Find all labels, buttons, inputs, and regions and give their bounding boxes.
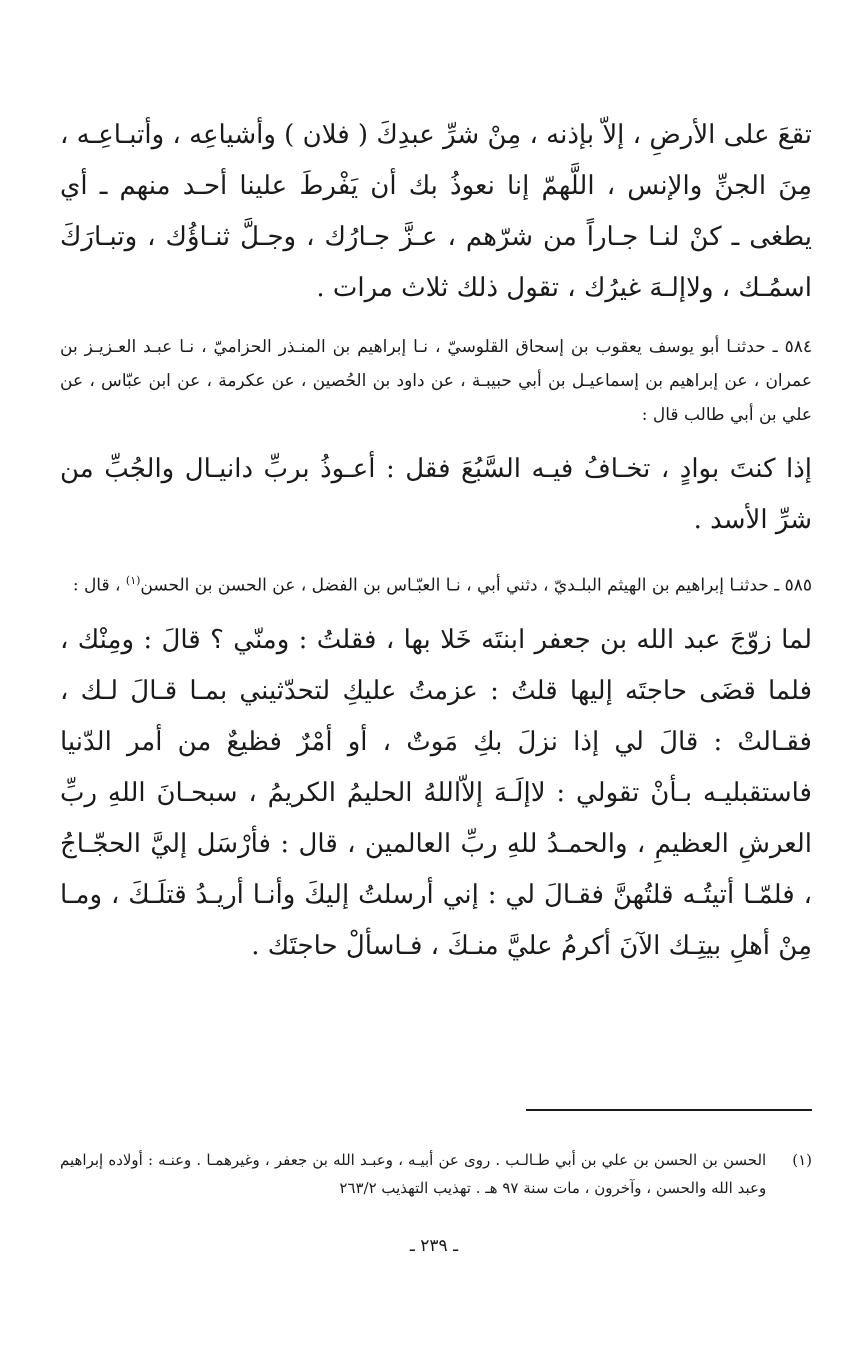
- page-number: ـ ٢٣٩ ـ: [409, 1236, 459, 1256]
- hadith-585-chain-start: ٥٨٥ ـ حدثنـا إبراهيم بن الهيثم البلـديّ ، دثني أبي ، نـا العبّـاس بن الفضل ، عن الحسن بن الحسن: [140, 575, 812, 596]
- hadith-584-text: إذا كنتَ بوادٍ ، تخـافُ فيـه السَّبُعَ فقل : أعـوذُ بربِّ دانيـال والجُبِّ من شرِّ الأسد .: [60, 454, 812, 535]
- footnote-divider: [526, 1109, 812, 1111]
- page-body: [60, 110, 812, 988]
- hadith-585-chain-end: ، قال :: [72, 575, 126, 596]
- footnote-marker: (١): [792, 1151, 812, 1169]
- hadith-585-chain: [60, 564, 812, 603]
- footnote-reference: (١): [125, 574, 141, 587]
- continued-paragraph: تقعَ على الأرضِ ، إلاّ بإذنه ، مِنْ شرِّ عبدِكَ ( فلان ) وأشياعِه ، وأتبـاعِـه ، مِنَ الجنِّ والإنس ، اللَّهمّ إنا نعوذُ بك أن يَفْرطَ علينا أحـد منهم ـ أي يطغى ـ كنْ لنـا جـاراً من شرّهم ، عـزَّ جـارُك ، وجـلَّ ثنـاؤُك ، وتبـارَكَ اسمُـك ، ولاإلـهَ غيرُك ، تقول ذلك ثلاث مرات .: [60, 120, 812, 303]
- hadith-584-chain: ٥٨٤ ـ حدثنـا أبو يوسف يعقوب بن إسحاق القلوسيّ ، نـا إبراهيم بن المنـذر الحزاميّ ، نـا عبـد العـزيـز بن عمران ، عن إبراهيم بن إسماعيـل بن أبي حبيبـة ، عن داود بن الحُصين ، عن عكرمة ، عن ابن عبّاس ، عن علي بن أبي طالب قال :: [60, 337, 812, 425]
- footnote-text: الحسن بن الحسن بن علي بن أبي طـالـب . روى عن أبيـه ، وعبـد الله بن جعفر ، وغيرهمـا . وعنـه : أولاده إبراهيم وعبد الله والحسن ، وآخرون ، مات سنة ٩٧ هـ . تهذيب التهذيب ٢٦٣/٢: [60, 1151, 767, 1197]
- footnote: [60, 1146, 812, 1202]
- hadith-585-text: لما زوّجَ عبد الله بن جعفر ابنتَه خَلا بها ، فقلتُ : ومنّي ؟ قالَ : ومِنْك ، فلما قضَى حاجتَه إليها قلتُ : عزمتُ عليكِ لتحدّثيني بمـا قـالَ لـك ، فقـالتْ : قالَ لي إذا نزلَ بكِ مَوتٌ ، أو أمْرٌ فظيعٌ من أمر الدّنيا فاستقبليـه بـأنْ تقولي : لاإلَـهَ إلاّاللهُ الحليمُ الكريمُ ، سبحـانَ اللهِ ربِّ العرشِ العظيمِ ، والحمـدُ للهِ ربِّ العالمين ، قال : فأرْسَل إليَّ الحجّـاجُ ، فلمّـا أتيتُـه قلتُهنَّ فقـالَ لي : إني أرسلتُ إليكَ وأنـا أريـدُ قتلَـكَ ، ومـا مِنْ أهلِ بيتِـك الآنَ أكرمُ عليَّ منـكَ ، فـاسألْ حاجتَك .: [60, 624, 812, 961]
